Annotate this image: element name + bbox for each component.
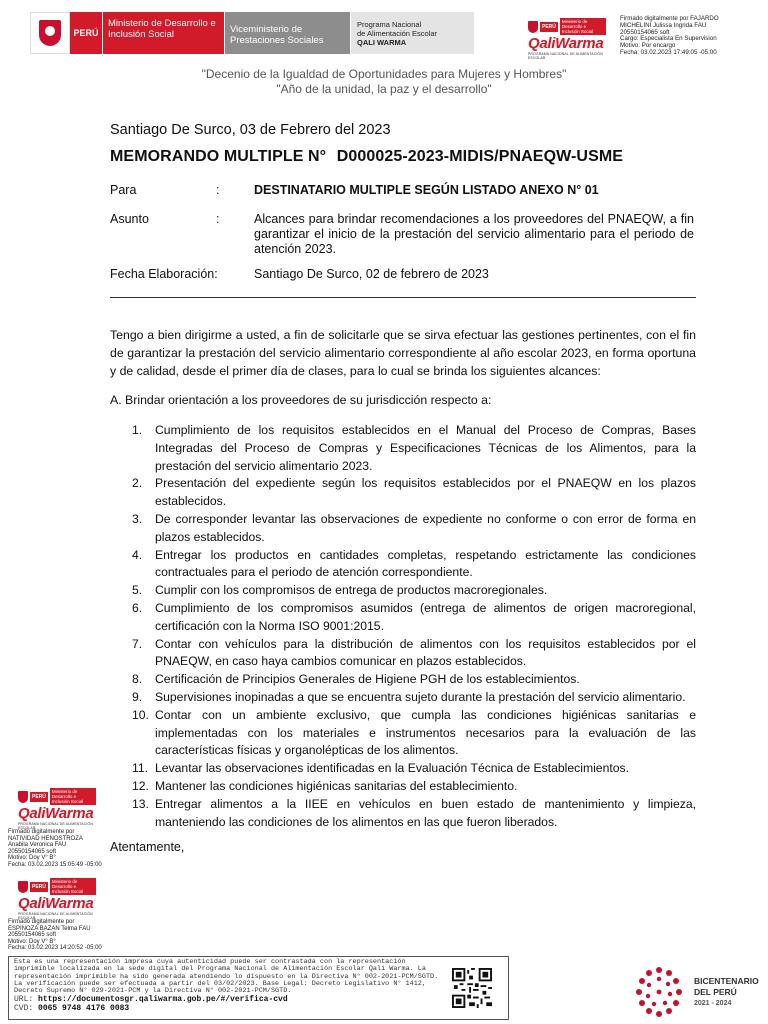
- sig-line: 20550154065 soft: [620, 28, 670, 36]
- verification-notice: Esta es una representación impresa cuya autenticidad puede ser contrastada con la representación imprimible localizada en la sede digital del Programa Nacional de Alimentación Escolar Qali Warma. La representación imprimible ha sido generada atendiendo lo dispuesto en la Directiva N° 002-2021-PCM/SGTD. La verificación puede ser efectuada a partir del 03/02/2023. Base Legal: Decreto Legislativo N° 1412, Decreto Supremo N° 029-2021-PCM y la Directiva N° 002-2021-PCM/SGTD.: [14, 958, 439, 996]
- sig-line: Firmado digitalmente por: [8, 919, 75, 925]
- programa-line-3: QALI WARMA: [357, 38, 407, 47]
- list-number: 12.: [132, 778, 149, 793]
- list-text: Entregar alimentos a la IIEE en vehículos en buen estado de mantenimiento y limpieza, manteniendo las condiciones de los alimentos en las que fueron liberados.: [155, 796, 696, 829]
- decenio-slogan: [0, 67, 768, 97]
- qaliwarma-logo-sub: PROGRAMA NACIONAL DE ALIMENTACIÓN ESCOLAR: [18, 822, 93, 830]
- header-banner: [30, 12, 474, 54]
- list-number: 2.: [132, 476, 143, 491]
- qaliwarma-logo: QaliWarma: [528, 35, 604, 52]
- list-text: Cumplimiento de los compromisos asumidos (entrega de alimentos de origen macroregional, certificación con la Norma ISO 9001:2015.: [155, 600, 696, 633]
- programa-line-2: de Alimentación Escolar: [357, 29, 438, 38]
- field-label: Asunto: [110, 212, 149, 226]
- ministerio-label: Ministerio de Desarrollo e Inclusión Social: [102, 12, 224, 54]
- decenio-line-2: "Año de la unidad, la paz y el desarrollo": [276, 82, 492, 96]
- list-item: [110, 778, 696, 796]
- qaliwarma-logo-sub: PROGRAMA NACIONAL DE ALIMENTACIÓN ESCOLAR: [528, 52, 603, 60]
- list-text: De corresponder levantar las observaciones de expediente no conforme o con error de forma en plazos establecidos.: [155, 511, 696, 544]
- list-number: 13.: [132, 796, 149, 811]
- list-text: Cumplir con los compromisos de entrega de productos macroregionales.: [155, 583, 548, 598]
- list-number: 8.: [132, 672, 143, 687]
- section-a-heading: A. Brindar orientación a los proveedores de su jurisdicción respecto a:: [110, 393, 492, 407]
- list-item: [110, 547, 696, 583]
- sig-line: Motivo: Doy V° B°: [8, 938, 56, 945]
- field-label: Fecha Elaboración:: [110, 267, 218, 281]
- sig-line: Anabila Veronica FAU: [8, 842, 67, 849]
- list-text: Entregar los productos en cantidades completas, respetando estrictamente las condiciones contractuales para el periodo de atención correspondiente.: [155, 547, 696, 580]
- list-item: [110, 760, 696, 778]
- field-colon: :: [216, 183, 220, 197]
- stamp-ministerio-label: Ministerio de Desarrollo e Inclusión Social: [50, 878, 96, 895]
- programa-label: [350, 12, 474, 54]
- sig-line: Motivo: Por encargo: [620, 42, 676, 50]
- viceministerio-label: Viceministerio de Prestaciones Sociales: [224, 12, 350, 54]
- list-number: 10.: [132, 707, 149, 722]
- list-number: 7.: [132, 636, 143, 651]
- list-text: Certificación de Principios Generales de Higiene PGH de los establecimientos.: [155, 672, 580, 687]
- crest-icon: [528, 21, 538, 33]
- decenio-line-1: "Decenio de la Igualdad de Oportunidades para Mujeres y Hombres": [201, 67, 567, 81]
- list-number: 6.: [132, 600, 143, 615]
- list-text: Levantar las observaciones identificadas en la Evaluación Técnica de Establecimientos.: [155, 761, 630, 776]
- list-number: 11.: [132, 761, 149, 776]
- list-item: [110, 475, 696, 511]
- url-label: URL:: [14, 995, 34, 1005]
- qaliwarma-logo-sub: PROGRAMA NACIONAL DE ALIMENTACIÓN ESCOLAR: [18, 912, 93, 920]
- cvd-label: CVD:: [14, 1004, 34, 1014]
- list-number: 1.: [132, 423, 143, 437]
- signature-text-left-1: [8, 829, 118, 869]
- programa-line-1: Programa Nacional: [357, 20, 422, 29]
- list-number: 9.: [132, 689, 143, 704]
- list-item: [110, 636, 696, 672]
- list-item: [110, 796, 696, 832]
- list-item: [110, 671, 696, 689]
- field-value: Santiago De Surco, 02 de febrero de 2023: [254, 267, 489, 281]
- sig-line: Fecha: 03.02.2023 15:05:49 -05:00: [8, 861, 102, 868]
- list-number: 5.: [132, 583, 143, 598]
- bicentenario-logo: [630, 964, 768, 1020]
- stamp-peru-label: PERÚ: [32, 883, 46, 890]
- sig-line: Fecha: 03.02.2023 17:49:05 -05:00: [620, 48, 717, 56]
- city-date: Santiago De Surco, 03 de Febrero del 2023: [110, 122, 391, 138]
- list-item: [110, 689, 696, 707]
- list-text: Supervisiones inopinadas a que se encuentra sujeto durante la prestación del servicio alimentario.: [155, 689, 686, 704]
- list-text: Contar con un ambiente exclusivo, que cumpla las condiciones higiénicas sanitarias e implementadas con los materiales e instrumentos necesarios para la evaluación de las características físicas y organolépticas de los alimentos.: [155, 707, 696, 758]
- list-item: [110, 600, 696, 636]
- stamp-peru-label: PERÚ: [542, 23, 556, 30]
- sig-line: NATIVIDAD HENOSTROZA: [8, 835, 83, 842]
- signature-stamp-left-2: [18, 878, 106, 920]
- sig-line: Cargo: Especialista En Supervision: [620, 35, 717, 43]
- list-number: 3.: [132, 511, 143, 526]
- closing: Atentamente,: [110, 840, 185, 854]
- memo-number: D000025-2023-MIDIS/PNAEQW-USME: [336, 148, 624, 165]
- list-text: Mantener las condiciones higiénicas sanitarias del establecimiento.: [155, 778, 518, 793]
- sig-line: ESPINOZA BAZAN Telma FAU: [8, 925, 91, 932]
- sig-line: 20550154065 soft: [8, 848, 57, 855]
- verification-footer: [8, 956, 509, 1020]
- field-value: DESTINATARIO MULTIPLE SEGÚN LISTADO ANEXO N° 01: [254, 183, 599, 197]
- alcances-list: [110, 422, 696, 831]
- list-item: [110, 582, 696, 600]
- sig-line: Motivo: Doy V° B°: [8, 855, 56, 862]
- sig-line: Fecha: 03.02.2023 14:20:52 -05:00: [8, 945, 102, 952]
- signature-text-left-2: [8, 919, 118, 952]
- intro-paragraph: Tengo a bien dirigirme a usted, a fin de solicitarle que se sirva efectuar las gestiones pertinentes, con el fin de garantizar la prestación del servicio alimentario correspondiente al año escolar 2023, en forma oportuna y de calidad, desde el primer día de clases, para lo cual se brinda los siguientes alcances:: [110, 328, 696, 378]
- bicentenario-line-2: DEL PERÚ: [694, 987, 737, 997]
- memo-label: MEMORANDO MULTIPLE N°: [110, 148, 327, 165]
- sig-line: MICHELINI Julissa Ingrida FAU: [620, 21, 707, 29]
- divider: [110, 297, 696, 298]
- stamp-peru-label: PERÚ: [32, 793, 46, 800]
- bicentenario-years: 2021 - 2024: [694, 1000, 732, 1007]
- stamp-ministerio-label: Ministerio de Desarrollo e Inclusión Social: [560, 18, 606, 35]
- sig-line: 20550154065 soft: [8, 932, 57, 939]
- memo-title: [110, 148, 623, 166]
- peru-label: PERÚ: [70, 12, 102, 54]
- bicentenario-line-1: BICENTENARIO: [694, 976, 759, 986]
- stamp-ministerio-label: Ministerio de Desarrollo e Inclusión Social: [50, 788, 96, 805]
- cvd-code: 0065 9748 4176 0083: [38, 1004, 130, 1014]
- qaliwarma-logo: QaliWarma: [18, 895, 94, 912]
- qr-code-icon: [452, 968, 492, 1008]
- crest-icon: [18, 881, 28, 893]
- signature-text-top: [620, 16, 765, 57]
- qaliwarma-logo: QaliWarma: [18, 805, 94, 822]
- signature-stamp-left-1: [18, 788, 106, 830]
- sig-line: Firmado digitalmente por: [8, 829, 75, 835]
- signature-stamp-top: [528, 18, 618, 60]
- bicentenario-emblem-icon: [630, 964, 688, 1020]
- verification-url[interactable]: https://documentosgr.qaliwarma.gob.pe/#/verifica-cvd: [38, 995, 288, 1005]
- list-number: 4.: [132, 547, 143, 562]
- list-item: [110, 511, 696, 547]
- crest-icon: [18, 791, 28, 803]
- field-colon: :: [216, 212, 220, 226]
- sig-line: Firmado digitalmente por FAJARDO: [620, 15, 719, 22]
- list-text: Presentación del expediente según los requisitos establecidos por el PNAEQW en los plazos establecidos.: [155, 476, 696, 509]
- coat-of-arms-icon: [30, 12, 70, 54]
- field-label: Para: [110, 183, 137, 197]
- list-item: [110, 707, 696, 760]
- list-item: [110, 422, 696, 475]
- field-value: Alcances para brindar recomendaciones a los proveedores del PNAEQW, a fin garantizar el inicio de la prestación del servicio alimentario para el periodo de atención 2023.: [254, 212, 694, 256]
- list-text: Contar con vehículos para la distribución de alimentos con los requisitos establecidos por el PNAEQW, en caso haya cambios comunicar en plazos establecidos.: [155, 636, 696, 669]
- list-text: Cumplimiento de los requisitos establecidos en el Manual del Proceso de Compras, Bases Integradas del Proceso de Compras y Especificaciones Técnicas de los Alimentos, para la prestación del servicio alimentario 2023.: [155, 423, 696, 473]
